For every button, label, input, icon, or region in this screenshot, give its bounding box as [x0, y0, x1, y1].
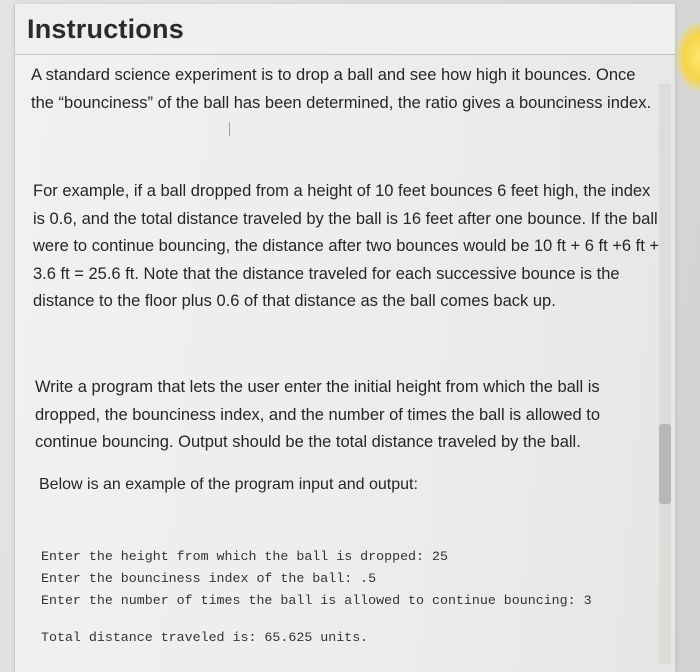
panel-header [15, 4, 675, 55]
scrollbar-track[interactable] [659, 84, 671, 664]
paragraph-intro: A standard science experiment is to drop a ball and see how high it bounces. Once the “bounciness” of the ball has been determined, the ratio gives a bounciness index. [31, 66, 652, 112]
paragraph-task: Write a program that lets the user enter the initial height from which the ball is dropped, the bounciness index, and the number of times the ball is allowed to continue bouncing. Output should be the total distance traveled by the ball. [35, 378, 601, 451]
paragraph-example: For example, if a ball dropped from a height of 10 feet bounces 6 feet high, the index is 0.6, and the total distance traveled by the ball is 16 feet after one bounce. If the ball were to continue bouncing, the distance after two bounces would be 10 ft + 6 ft +6 ft + 3.6 ft = 25.6 ft. Note that the distance traveled for each successive bounce is the distance to the floor plus 0.6 of that distance as the ball comes back up. [33, 182, 660, 310]
example-intro: Below is an example of the program input and output: [39, 476, 418, 493]
page-title: Instructions [27, 14, 184, 44]
code-line-bounces: Enter the number of times the ball is allowed to continue bouncing: 3 [41, 593, 592, 608]
code-line-index: Enter the bounciness index of the ball: .5 [41, 571, 377, 586]
instructions-panel [14, 4, 676, 672]
scrollbar-thumb[interactable] [659, 424, 671, 504]
code-line-total: Total distance traveled is: 65.625 units. [41, 630, 369, 645]
text-cursor [229, 122, 230, 136]
code-line-height: Enter the height from which the ball is dropped: 25 [41, 549, 448, 564]
example-code-block [41, 546, 651, 649]
